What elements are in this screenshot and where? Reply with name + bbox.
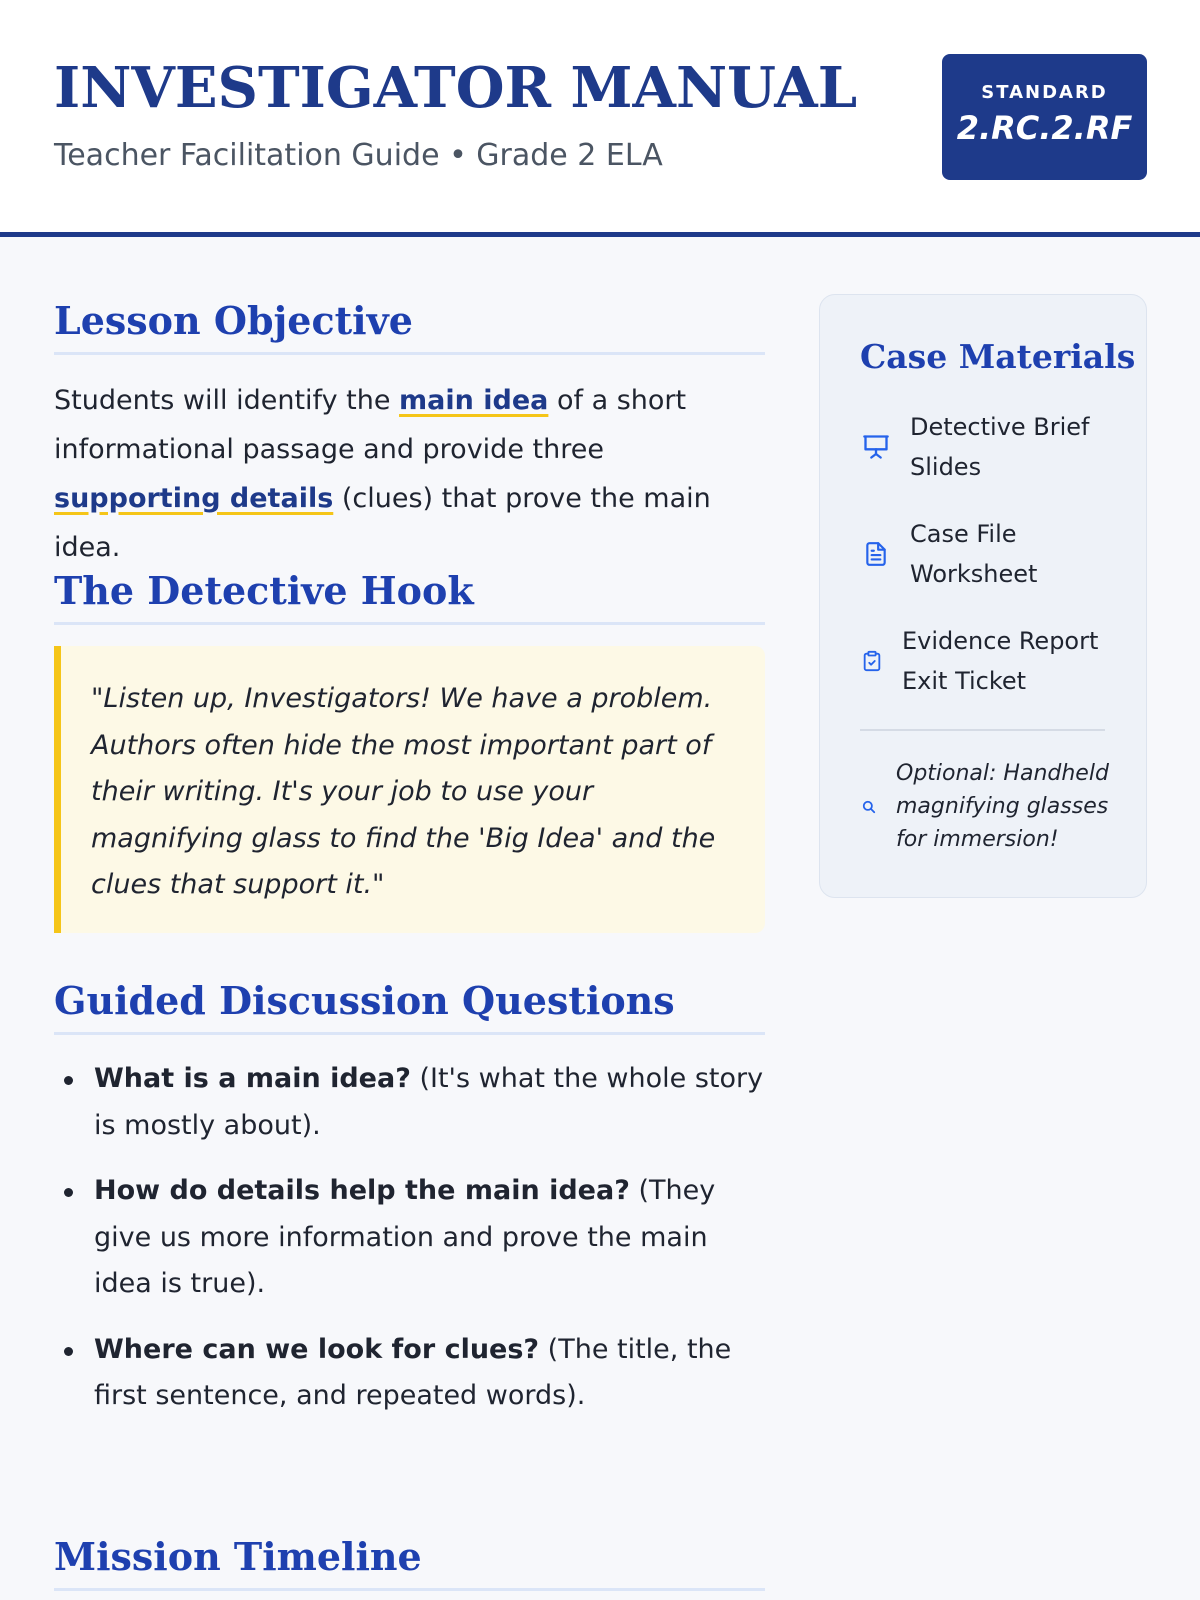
optional-text: Optional: Handheld magnifying glasses for immersion! xyxy=(896,761,1109,852)
standard-badge xyxy=(942,54,1147,180)
document-icon xyxy=(860,538,892,570)
answer-text: (The title, the first sentence, and repeated words). xyxy=(94,1333,732,1411)
question-text: Where can we look for clues? xyxy=(94,1333,540,1365)
page-title: INVESTIGATOR MANUAL xyxy=(54,55,858,121)
material-label: Case File Worksheet xyxy=(910,520,1038,588)
term-main-idea: main idea xyxy=(399,385,549,416)
timeline-heading: Mission Timeline xyxy=(54,1532,765,1591)
materials-heading: Case Materials xyxy=(860,337,1136,376)
discussion-list xyxy=(54,1056,765,1439)
optional-note xyxy=(860,757,1110,856)
standard-label: STANDARD xyxy=(981,82,1108,103)
objective-text-part: (clues) that prove the main idea. xyxy=(54,483,711,563)
objective-heading: Lesson Objective xyxy=(54,296,765,355)
panel-divider xyxy=(860,729,1105,731)
hook-heading: The Detective Hook xyxy=(54,566,765,625)
discussion-question xyxy=(54,1168,765,1308)
material-label: Detective Brief Slides xyxy=(910,413,1090,481)
magnifier-icon xyxy=(860,791,878,823)
answer-text: (They give us more information and prove the main idea is true). xyxy=(94,1175,716,1299)
discussion-question xyxy=(54,1327,765,1420)
term-supporting-details: supporting details xyxy=(54,483,334,514)
hook-quote: "Listen up, Investigators! We have a problem. Authors often hide the most important part of their writing. It's your job to use your magnifying glass to find the 'Big Idea' and the clues that support it." xyxy=(54,646,765,933)
case-materials-panel xyxy=(819,294,1147,898)
clipboard-check-icon xyxy=(860,645,884,677)
page-header xyxy=(0,0,1200,237)
material-item-slides xyxy=(860,407,1110,487)
presentation-icon xyxy=(860,431,892,463)
discussion-question xyxy=(54,1056,765,1149)
material-item-exit-ticket xyxy=(860,621,1110,701)
page-subtitle: Teacher Facilitation Guide • Grade 2 ELA xyxy=(54,138,663,173)
material-label: Evidence Report Exit Ticket xyxy=(902,627,1099,695)
objective-text-part: Students will identify the xyxy=(54,385,400,416)
question-text: How do details help the main idea? xyxy=(94,1175,630,1206)
question-text: What is a main idea? xyxy=(94,1063,411,1094)
answer-text: (It's what the whole story is mostly about). xyxy=(94,1063,764,1141)
discussion-heading: Guided Discussion Questions xyxy=(54,976,765,1035)
objective-text-part: of a short informational passage and provide three xyxy=(54,385,687,465)
standard-code: 2.RC.2.RF xyxy=(956,109,1133,147)
material-item-worksheet xyxy=(860,514,1110,594)
objective-text xyxy=(54,376,765,572)
